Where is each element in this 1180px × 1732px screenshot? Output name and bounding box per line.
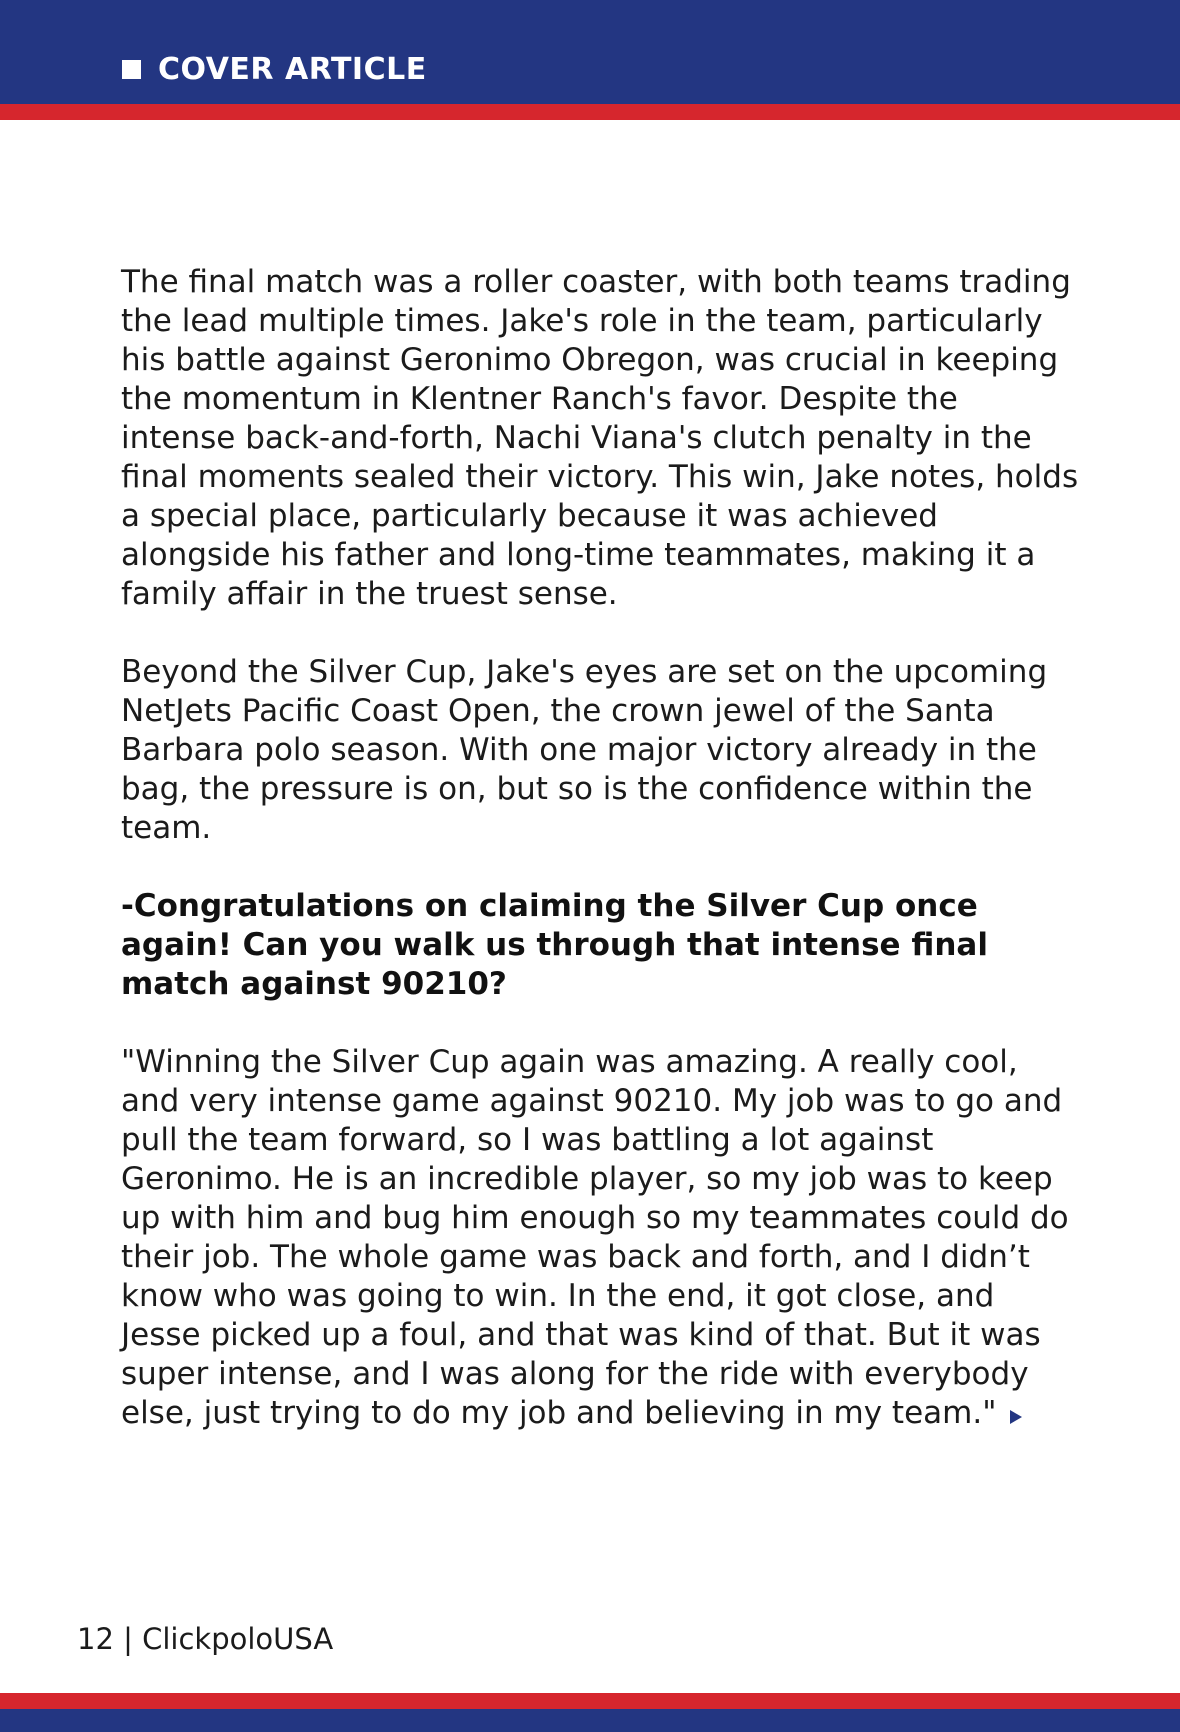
interview-answer-text: "Winning the Silver Cup again was amazing. A really cool, and very intense game against 90210. My job was to go and pull the team forward, so I was battling a lot against Geronimo. He is an incredible player, so my job was to keep up with him and bug him enough so my teammates could do their job. The whole game was back and forth, and I didn’t know who was going to win. In the end, it got close, and Jesse picked up a foul, and that was kind of that. But it was super intense, and I was along for the ride with everybody else, just trying to do my job and believing in my team." [121,1044,1069,1431]
footer-band [0,1709,1180,1732]
interview-answer [121,1043,1081,1433]
square-bullet-icon [122,60,141,79]
article-body [121,263,1081,1472]
article-paragraph: The final match was a roller coaster, with both teams trading the lead multiple times. Jake's role in the team, particularly his battle against Geronimo Obregon, was crucial in keeping the momentum in Klentner Ranch's favor. Despite the intense back-and-forth, Nachi Viana's clutch penalty in the final moments sealed their victory. This win, Jake notes, holds a special place, particularly because it was achieved alongside his father and long-time teammates, making it a family affair in the truest sense. [121,264,1079,612]
article-paragraph: Beyond the Silver Cup, Jake's eyes are set on the upcoming NetJets Pacific Coast Open, the crown jewel of the Santa Barbara polo season. With one major victory already in the bag, the pressure is on, but so is the confidence within the team. [121,654,1048,846]
interview-question: -Congratulations on claiming the Silver Cup once again! Can you walk us through that intense final match against 90210? [121,888,988,1002]
section-label [122,49,427,89]
header-red-stripe [0,104,1180,120]
section-label-text: COVER ARTICLE [158,51,427,87]
footer-red-stripe [0,1693,1180,1709]
continue-arrow-icon [1010,1410,1022,1424]
page-footer-label: 12 | ClickpoloUSA [77,1622,334,1656]
